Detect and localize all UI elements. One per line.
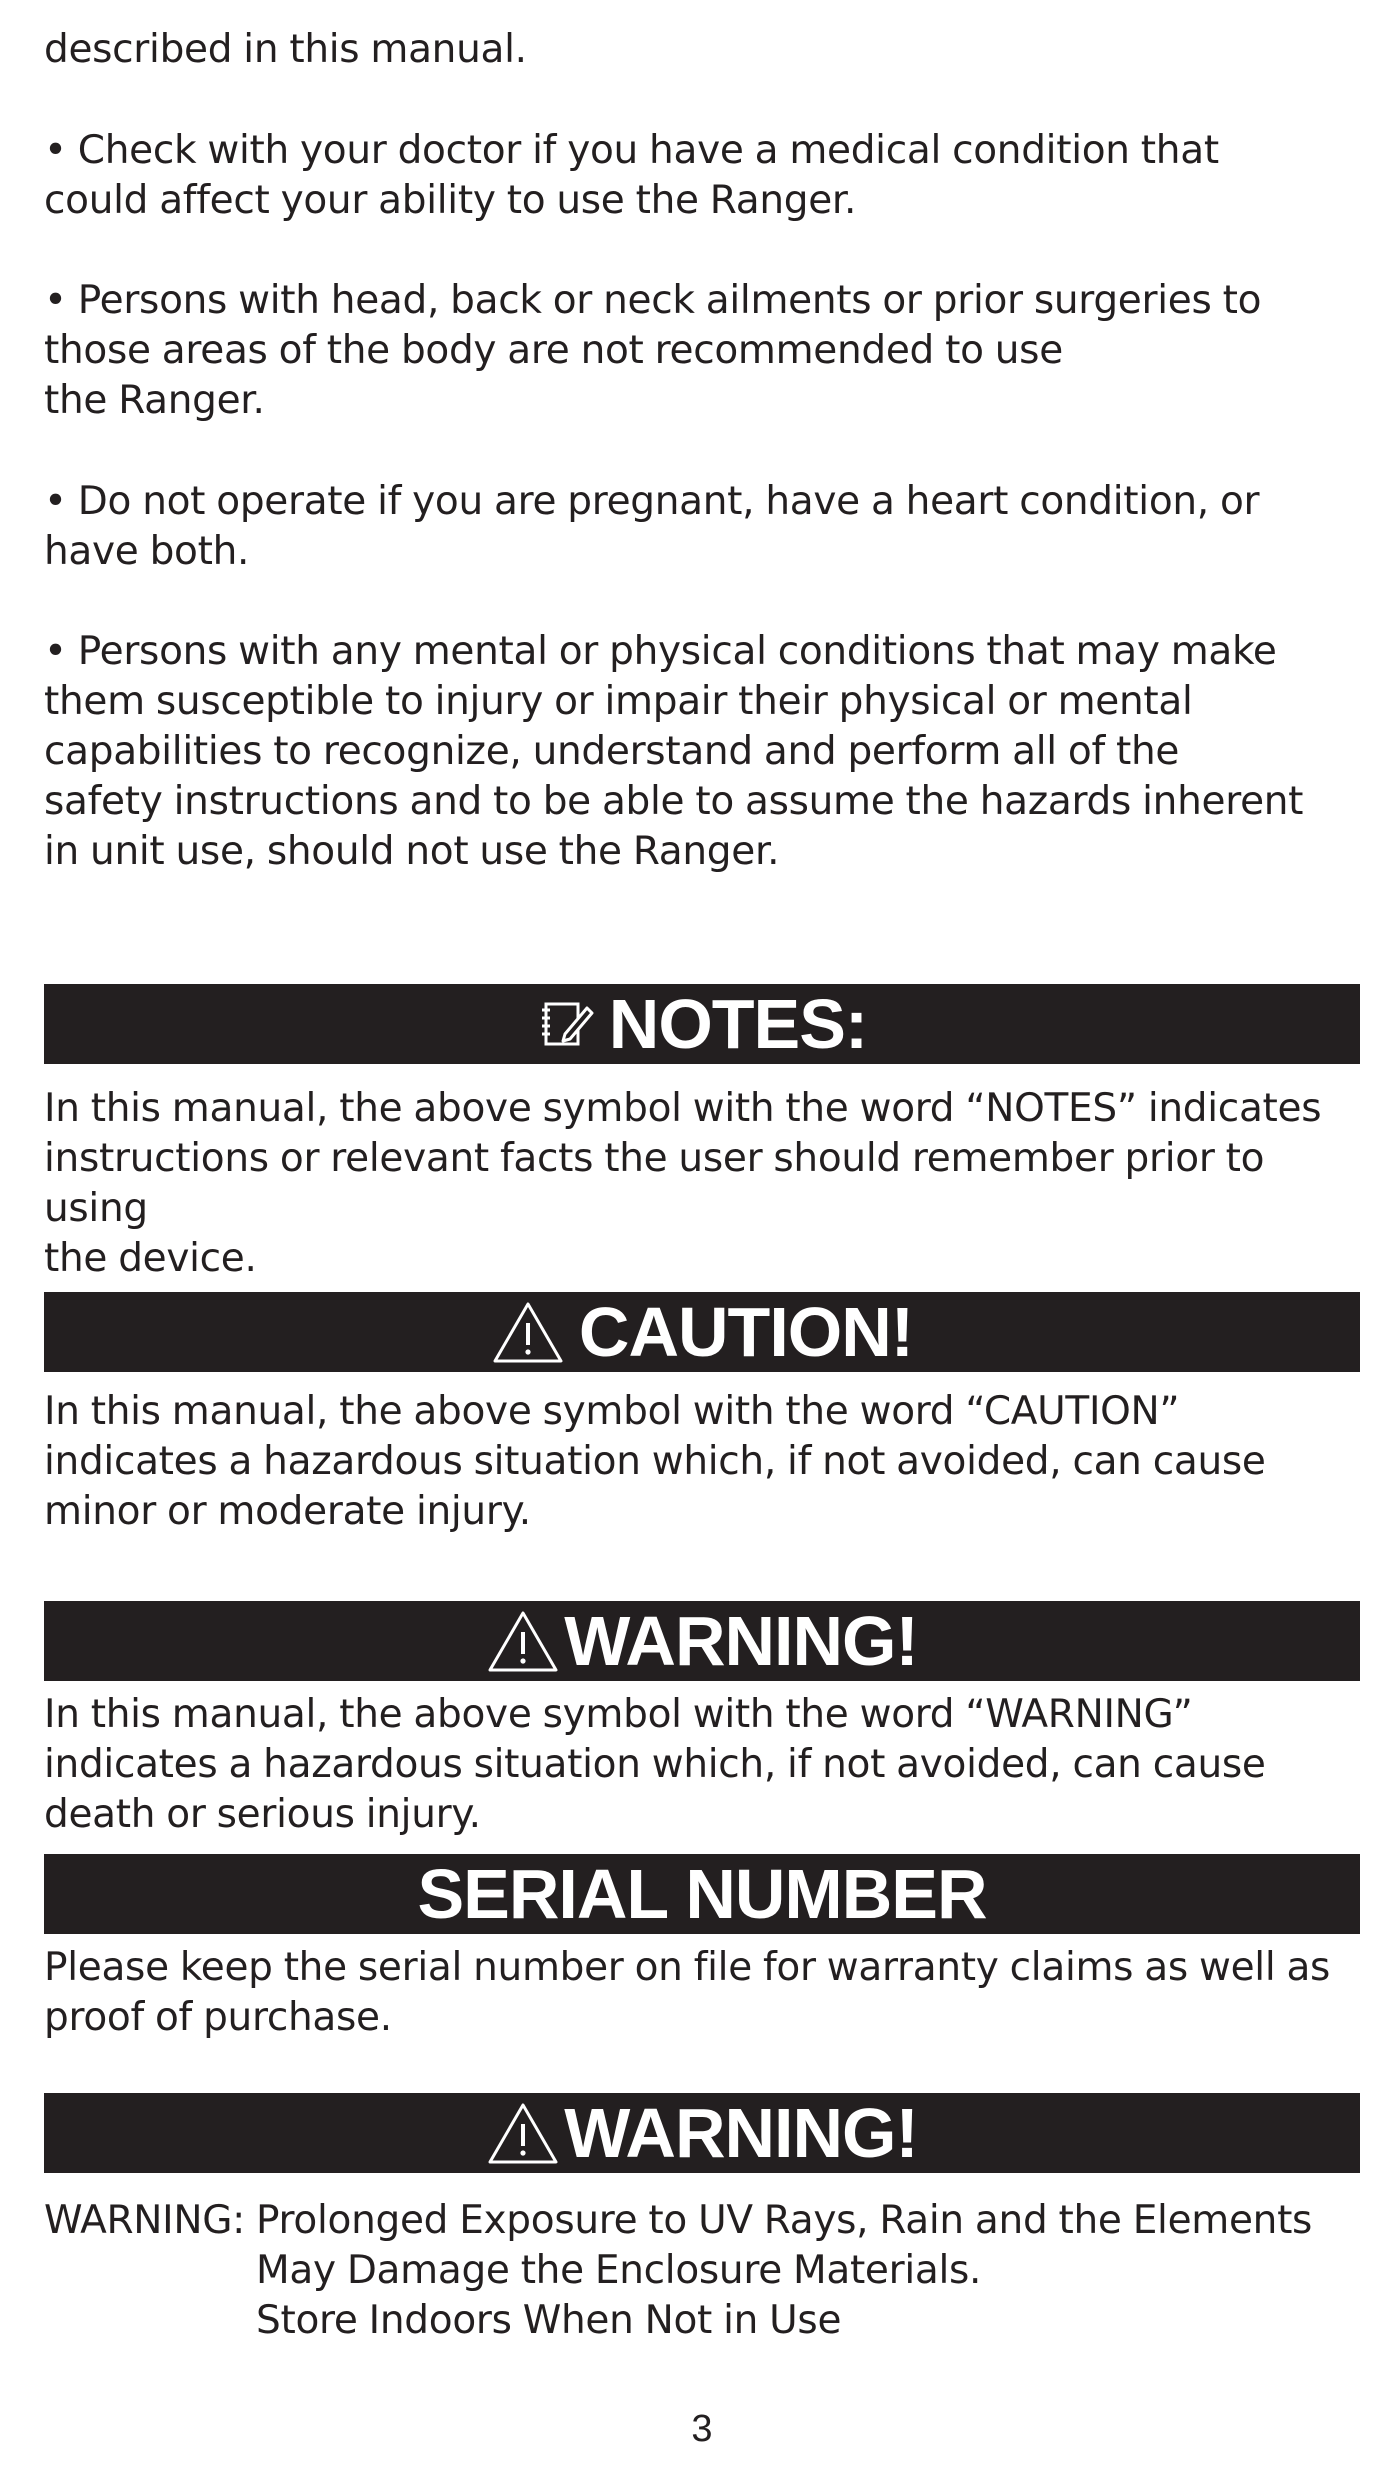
bullet-medical-condition: • Check with your doctor if you have a medical condition that could affect your ability to use the Ranger. (44, 128, 1219, 223)
warning-triangle-icon (486, 1608, 560, 1674)
caution-text: In this manual, the above symbol with the word “CAUTION” indicates a hazardous situation which, if not avoided, can cause minor or moderate injury. (44, 1389, 1266, 1534)
warning-text: In this manual, the above symbol with the word “WARNING” indicates a hazardous situation which, if not avoided, can cause death or serious injury. (44, 1692, 1266, 1837)
warning-banner (44, 1601, 1360, 1681)
serial-number-heading: SERIAL NUMBER (417, 1855, 987, 1933)
page-number: 3 (691, 2408, 713, 2450)
bullet-head-back-neck: • Persons with head, back or neck ailments or prior surgeries to those areas of the body are not recommended to use the Ranger. (44, 278, 1262, 423)
notepad-pencil-icon (537, 996, 595, 1052)
warning-line: Store Indoors When Not in Use (256, 2298, 842, 2343)
caution-banner (44, 1292, 1360, 1372)
warning-triangle-icon (486, 2100, 560, 2166)
warning-triangle-icon (491, 1299, 565, 1365)
warning-line: May Damage the Enclosure Materials. (256, 2248, 982, 2293)
notes-text: In this manual, the above symbol with the word “NOTES” indicates instructions or relevant facts the user should remember prior to using the device. (44, 1086, 1322, 1281)
warning-prefix: WARNING: (44, 2198, 246, 2243)
notes-banner (44, 984, 1360, 1064)
warning-line: Prolonged Exposure to UV Rays, Rain and the Elements (256, 2198, 1313, 2243)
bullet-mental-physical: • Persons with any mental or physical conditions that may make them susceptible to injury or impair their physical or mental capabilities to recognize, understand and perform all of the safety instructions and to be able to assume the hazards inherent in unit use, should not use the Ranger. (44, 629, 1304, 874)
caution-heading: CAUTION! (578, 1293, 914, 1371)
serial-number-banner (44, 1854, 1360, 1934)
weather-warning (44, 2196, 1374, 2346)
notes-heading: NOTES: (608, 985, 868, 1063)
intro-fragment: described in this manual. (44, 27, 527, 72)
warning-heading: WARNING! (564, 1602, 918, 1680)
warning-heading-2: WARNING! (564, 2094, 918, 2172)
serial-number-text: Please keep the serial number on file for warranty claims as well as proof of purchase. (44, 1945, 1331, 2040)
warning-banner-2 (44, 2093, 1360, 2173)
bullet-pregnant-heart: • Do not operate if you are pregnant, have a heart condition, or have both. (44, 479, 1260, 574)
